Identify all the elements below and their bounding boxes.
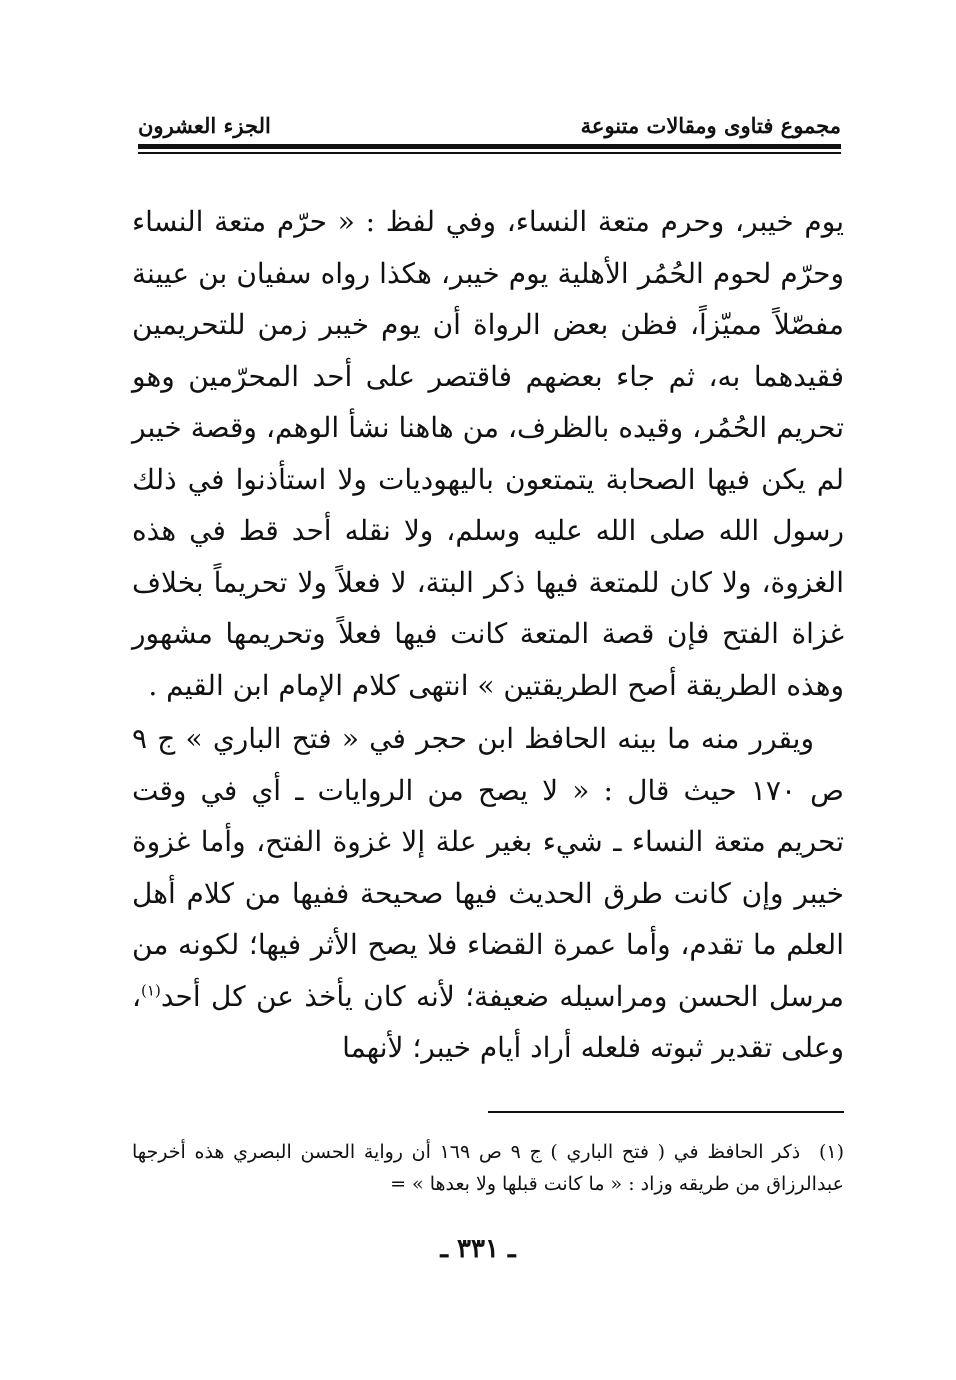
header-rule-thin — [138, 152, 841, 154]
footnote-reference: (١) — [141, 981, 161, 1000]
footnote-separator — [488, 1111, 844, 1113]
paragraph-2 — [132, 713, 844, 1074]
running-header — [138, 108, 841, 142]
header-book-title: مجموع فتاوى ومقالات متنوعة — [580, 112, 841, 138]
paragraph-2-continuation: ، وعلى تقدير ثبوته فلعله أراد أيام خيبر؛ لأنهما — [132, 979, 844, 1064]
paragraph-2-text: ويقرر منه ما بينه الحافظ ابن حجر في « فتح الباري » ج ٩ ص ١٧٠ حيث قال : « لا يصح من الروايات ـ أي في وقت تحريم متعة النساء ـ شيء بغير علة إلا غزوة الفتح، وأما غزوة خيبر وإن كانت طرق الحديث فيها صحيحة ففيها من كلام أهل العلم ما تقدم، وأما عمرة القضاء فلا يصح الأثر فيها؛ لكونه من مرسل الحسن ومراسيله ضعيفة؛ لأنه كان يأخذ عن كل أحد — [132, 722, 844, 1013]
header-rule-thick — [138, 144, 841, 149]
footnote — [132, 1136, 844, 1200]
header-volume-title: الجزء العشرون — [138, 112, 271, 138]
footnote-text: ذكر الحافظ في ( فتح الباري ) ج ٩ ص ١٦٩ أن رواية الحسن البصري هذه أخرجها عبدالرزاق من طريقه وزاد : « ما كانت قبلها ولا بعدها » = — [132, 1141, 844, 1195]
main-text — [132, 196, 844, 1074]
paragraph-1: يوم خيبر، وحرم متعة النساء، وفي لفظ : « حرّم متعة النساء وحرّم لحوم الحُمُر الأهلية يوم خيبر، هكذا رواه سفيان بن عيينة مفصّلاً مميّزاً، فظن بعض الرواة أن يوم خيبر زمن للتحريمين فقيدهما به، ثم جاء بعضهم فاقتصر على أحد المحرّمين وهو تحريم الحُمُر، وقيده بالظرف، من هاهنا نشأ الوهم، وقصة خيبر لم يكن فيها الصحابة يتمتعون باليهوديات ولا استأذنوا في ذلك رسول الله صلى الله عليه وسلم، ولا نقله أحد قط في هذه الغزوة، ولا كان للمتعة فيها ذكر البتة، لا فعلاً ولا تحريماً بخلاف غزاة الفتح فإن قصة المتعة كانت فيها فعلاً وتحريمها مشهور وهذه الطريقة أصح الطريقتين » انتهى كلام الإمام ابن القيم . — [132, 205, 844, 702]
footnote-marker: (١) — [818, 1141, 844, 1163]
header-rule — [138, 144, 841, 154]
page-number: ـ ٣٣١ ـ — [440, 1234, 516, 1264]
